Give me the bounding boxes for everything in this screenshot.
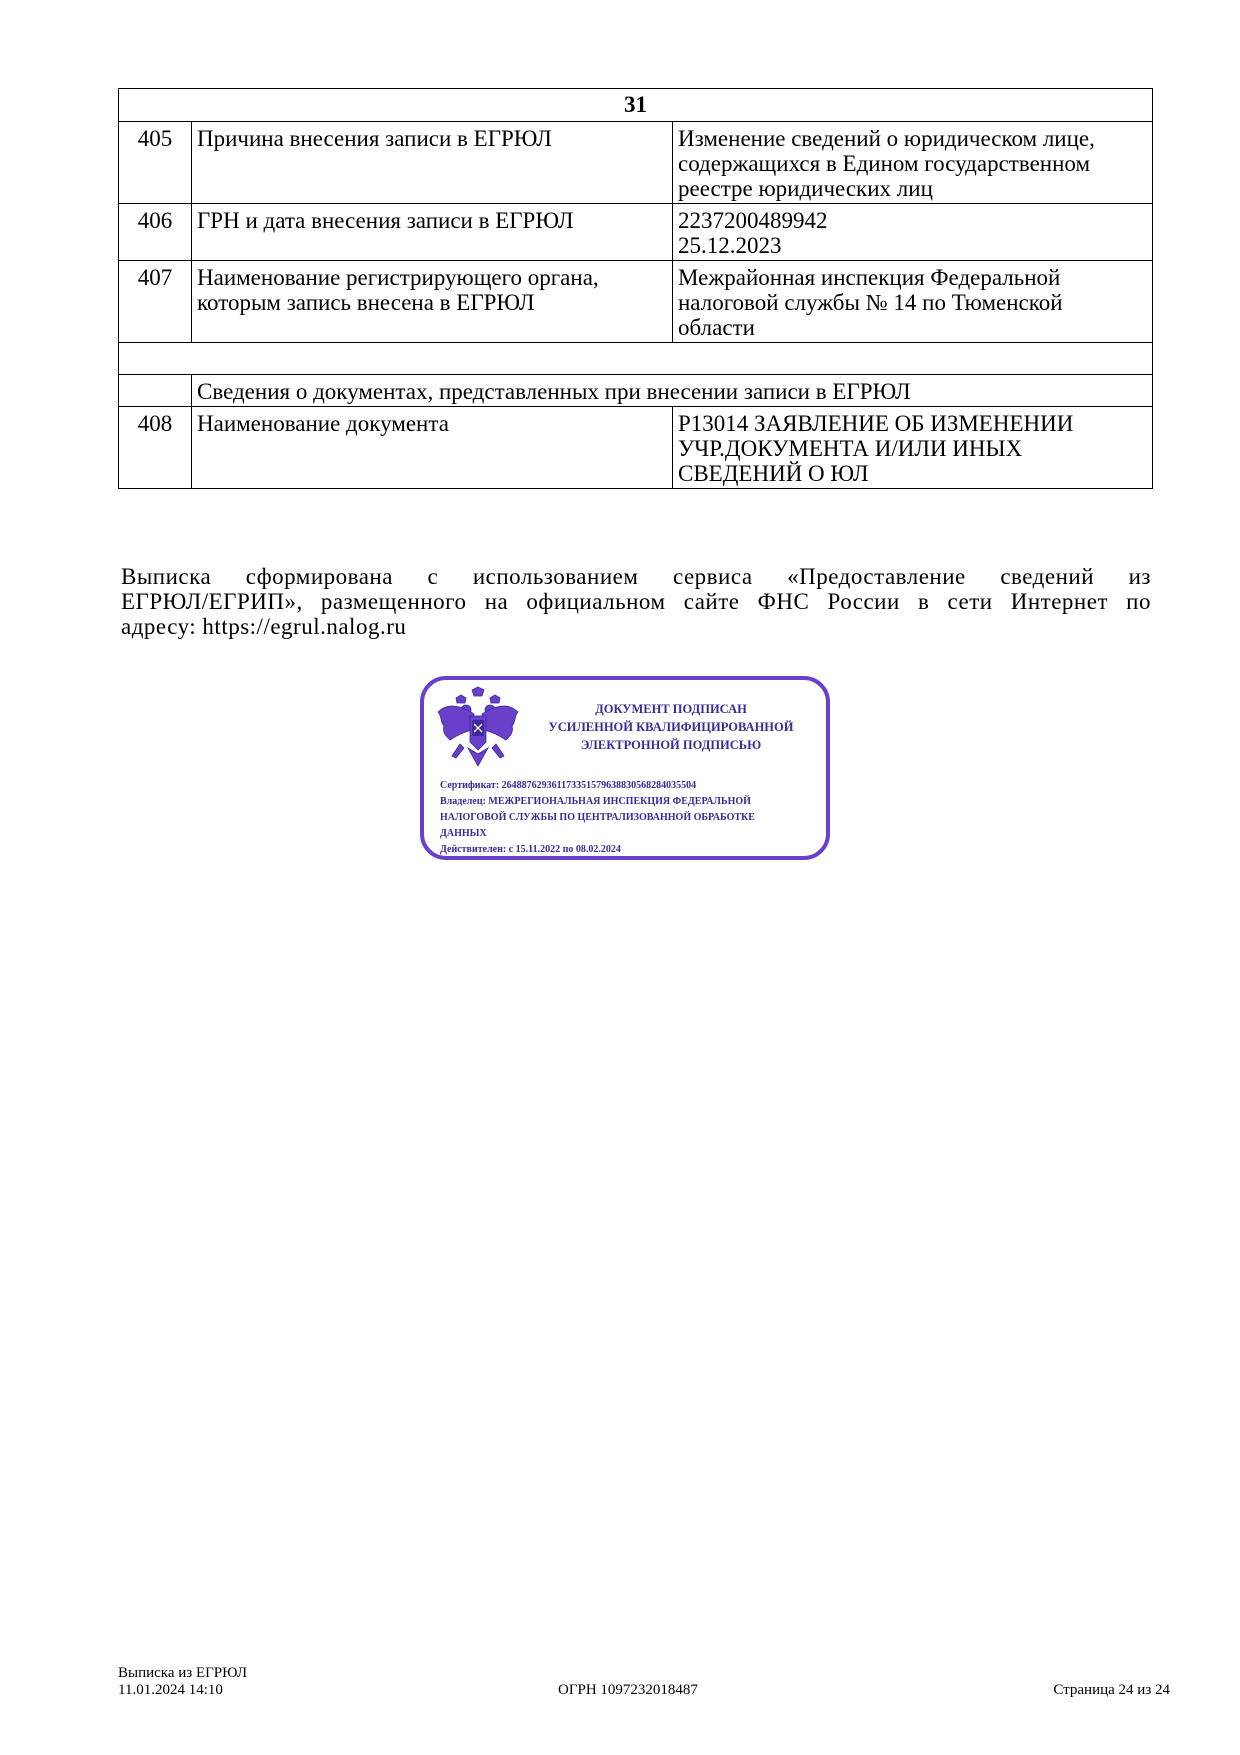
documents-header-row bbox=[119, 375, 1153, 407]
documents-header: Сведения о документах, представленных при внесении записи в ЕГРЮЛ bbox=[192, 375, 1153, 407]
table-row bbox=[119, 204, 1153, 261]
footer-doc-title: Выписка из ЕГРЮЛ bbox=[118, 1665, 247, 1681]
electronic-signature-stamp bbox=[420, 676, 830, 860]
row-value: Изменение сведений о юридическом лице, содержащихся в Едином государственном реестре юридических лиц bbox=[673, 122, 1153, 204]
row-number: 405 bbox=[119, 122, 192, 204]
table-row bbox=[119, 407, 1153, 489]
row-value: Межрайонная инспекция Федеральной налоговой службы № 14 по Тюменской области bbox=[673, 261, 1153, 343]
section-header-row bbox=[119, 89, 1153, 122]
certificate-validity: Действителен: с 15.11.2022 по 08.02.2024 bbox=[440, 844, 621, 855]
row-label: ГРН и дата внесения записи в ЕГРЮЛ bbox=[192, 204, 673, 261]
row-number: 406 bbox=[119, 204, 192, 261]
row-label: Причина внесения записи в ЕГРЮЛ bbox=[192, 122, 673, 204]
table-row bbox=[119, 122, 1153, 204]
stamp-details bbox=[440, 778, 810, 858]
stamp-title: ДОКУМЕНТ ПОДПИСАН УСИЛЕННОЙ КВАЛИФИЦИРОВАННОЙ ЭЛЕКТРОННОЙ ПОДПИСЬЮ bbox=[548, 702, 794, 752]
row-label: Наименование документа bbox=[192, 407, 673, 489]
row-value: Р13014 ЗАЯВЛЕНИЕ ОБ ИЗМЕНЕНИИ УЧР.ДОКУМЕНТА И/ИЛИ ИНЫХ СВЕДЕНИЙ О ЮЛ bbox=[673, 407, 1153, 489]
statement-line: Выписка сформирована с использованием сервиса «Предоставление сведений из bbox=[121, 564, 1151, 589]
statement-paragraph bbox=[121, 564, 1151, 639]
row-value: 2237200489942 25.12.2023 bbox=[673, 204, 1153, 261]
row-number: 408 bbox=[119, 407, 192, 489]
certificate-owner: НАЛОГОВОЙ СЛУЖБЫ ПО ЦЕНТРАЛИЗОВАННОЙ ОБРАБОТКЕ bbox=[440, 812, 755, 823]
statement-line: ЕГРЮЛ/ЕГРИП», размещенного на официальном сайте ФНС России в сети Интернет по bbox=[121, 589, 1151, 614]
egrul-record-table bbox=[118, 88, 1153, 489]
footer-ogrn: ОГРН 1097232018487 bbox=[558, 1682, 698, 1698]
footer-datetime: 11.01.2024 14:10 bbox=[118, 1682, 223, 1698]
row-number: 407 bbox=[119, 261, 192, 343]
certificate-owner: ДАННЫХ bbox=[440, 828, 487, 839]
statement-line: адресу: https://egrul.nalog.ru bbox=[121, 614, 407, 639]
row-label: Наименование регистрирующего органа, которым запись внесена в ЕГРЮЛ bbox=[192, 261, 673, 343]
empty-separator-row bbox=[119, 343, 1153, 375]
section-number: 31 bbox=[119, 89, 1153, 122]
coat-of-arms-icon bbox=[434, 686, 522, 772]
certificate-owner: Владелец: МЕЖРЕГИОНАЛЬНАЯ ИНСПЕКЦИЯ ФЕДЕРАЛЬНОЙ bbox=[440, 796, 751, 807]
certificate-number: Сертификат: 26488762936117335157963883056828403550​4 bbox=[440, 780, 697, 791]
footer-page-number: Страница 24 из 24 bbox=[1053, 1682, 1170, 1698]
table-row bbox=[119, 261, 1153, 343]
